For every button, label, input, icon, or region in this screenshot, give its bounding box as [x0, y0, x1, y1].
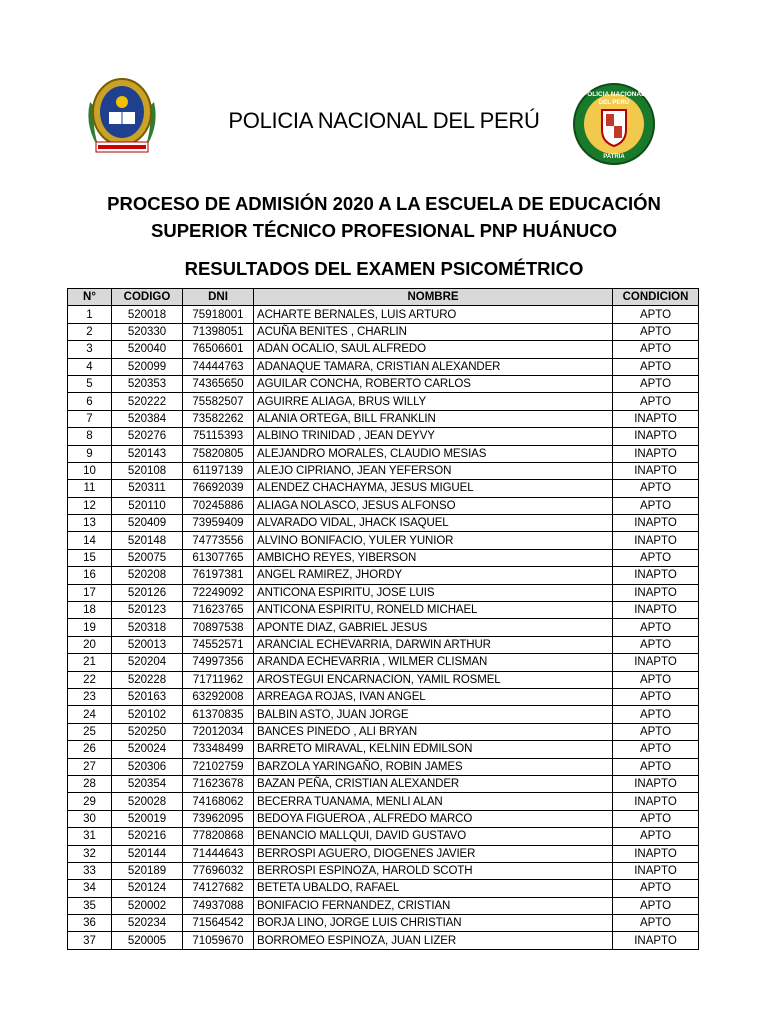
- row-dni: 76197381: [183, 567, 254, 584]
- row-code: 520110: [112, 497, 183, 514]
- document-header: [0, 0, 768, 290]
- row-code: 520123: [112, 602, 183, 619]
- table-row: [68, 862, 699, 879]
- row-number: 36: [68, 915, 112, 932]
- row-condition: APTO: [613, 897, 699, 914]
- table-row: [68, 358, 699, 375]
- row-condition: APTO: [613, 723, 699, 740]
- row-name: BERROSPI AGUERO, DIOGENES JAVIER: [254, 845, 613, 862]
- row-code: 520409: [112, 515, 183, 532]
- table-row: [68, 602, 699, 619]
- row-dni: 71444643: [183, 845, 254, 862]
- table-row: [68, 584, 699, 601]
- table-body: [68, 306, 699, 949]
- row-dni: 71623678: [183, 775, 254, 792]
- table-row: [68, 828, 699, 845]
- document-title: [60, 190, 708, 244]
- row-condition: APTO: [613, 549, 699, 566]
- row-name: AGUIRRE ALIAGA, BRUS WILLY: [254, 393, 613, 410]
- row-number: 10: [68, 462, 112, 479]
- row-code: 520189: [112, 862, 183, 879]
- row-name: ALEJO CIPRIANO, JEAN YEFERSON: [254, 462, 613, 479]
- row-number: 11: [68, 480, 112, 497]
- row-condition: INAPTO: [613, 775, 699, 792]
- table-row: [68, 741, 699, 758]
- table-row: [68, 671, 699, 688]
- row-condition: INAPTO: [613, 602, 699, 619]
- row-condition: INAPTO: [613, 932, 699, 949]
- row-code: 520002: [112, 897, 183, 914]
- title-line-2: SUPERIOR TÉCNICO PROFESIONAL PNP HUÁNUCO: [151, 220, 617, 241]
- row-condition: APTO: [613, 619, 699, 636]
- row-name: ADANAQUE TAMARA, CRISTIAN ALEXANDER: [254, 358, 613, 375]
- row-dni: 76506601: [183, 341, 254, 358]
- row-dni: 74127682: [183, 880, 254, 897]
- row-name: BONIFACIO FERNANDEZ, CRISTIAN: [254, 897, 613, 914]
- row-condition: APTO: [613, 358, 699, 375]
- row-name: ANTICONA ESPIRITU, JOSE LUIS: [254, 584, 613, 601]
- row-number: 24: [68, 706, 112, 723]
- row-code: 520018: [112, 306, 183, 323]
- row-number: 3: [68, 341, 112, 358]
- row-dni: 63292008: [183, 688, 254, 705]
- row-condition: APTO: [613, 915, 699, 932]
- row-code: 520208: [112, 567, 183, 584]
- row-condition: APTO: [613, 810, 699, 827]
- table-row: [68, 619, 699, 636]
- row-name: ALENDEZ CHACHAYMA, JESUS MIGUEL: [254, 480, 613, 497]
- row-code: 520228: [112, 671, 183, 688]
- row-code: 520353: [112, 375, 183, 392]
- table-row: [68, 341, 699, 358]
- row-code: 520144: [112, 845, 183, 862]
- row-number: 27: [68, 758, 112, 775]
- row-name: BENANCIO MALLQUI, DAVID GUSTAVO: [254, 828, 613, 845]
- row-number: 23: [68, 688, 112, 705]
- row-name: ARANDA ECHEVARRIA , WILMER CLISMAN: [254, 654, 613, 671]
- table-row: [68, 810, 699, 827]
- column-header-condition: CONDICION: [613, 289, 699, 306]
- table-row: [68, 897, 699, 914]
- row-condition: APTO: [613, 393, 699, 410]
- row-condition: APTO: [613, 880, 699, 897]
- row-number: 32: [68, 845, 112, 862]
- table-row: [68, 549, 699, 566]
- row-dni: 61197139: [183, 462, 254, 479]
- row-number: 19: [68, 619, 112, 636]
- row-number: 6: [68, 393, 112, 410]
- table-row: [68, 445, 699, 462]
- table-row: [68, 532, 699, 549]
- row-code: 520354: [112, 775, 183, 792]
- table-row: [68, 688, 699, 705]
- row-dni: 72012034: [183, 723, 254, 740]
- row-code: 520040: [112, 341, 183, 358]
- row-condition: APTO: [613, 706, 699, 723]
- table-row: [68, 723, 699, 740]
- row-condition: INAPTO: [613, 584, 699, 601]
- row-dni: 77696032: [183, 862, 254, 879]
- row-code: 520075: [112, 549, 183, 566]
- column-header-name: NOMBRE: [254, 289, 613, 306]
- row-dni: 72249092: [183, 584, 254, 601]
- table-row: [68, 410, 699, 427]
- row-code: 520330: [112, 323, 183, 340]
- crest-text-top: POLICIA NACIONAL: [582, 91, 646, 98]
- row-code: 520124: [112, 880, 183, 897]
- row-name: ARANCIAL ECHEVARRIA, DARWIN ARTHUR: [254, 636, 613, 653]
- row-dni: 75115393: [183, 428, 254, 445]
- row-name: ADAN OCALIO, SAUL ALFREDO: [254, 341, 613, 358]
- row-name: AROSTEGUI ENCARNACION, YAMIL ROSMEL: [254, 671, 613, 688]
- table-row: [68, 567, 699, 584]
- row-name: AMBICHO REYES, YIBERSON: [254, 549, 613, 566]
- row-dni: 74552571: [183, 636, 254, 653]
- table-row: [68, 515, 699, 532]
- row-name: ALVARADO VIDAL, JHACK ISAQUEL: [254, 515, 613, 532]
- row-condition: APTO: [613, 636, 699, 653]
- row-number: 18: [68, 602, 112, 619]
- row-dni: 74937088: [183, 897, 254, 914]
- table-row: [68, 497, 699, 514]
- row-number: 29: [68, 793, 112, 810]
- row-dni: 73582262: [183, 410, 254, 427]
- row-name: BANCES PINEDO , ALI BRYAN: [254, 723, 613, 740]
- table-row: [68, 915, 699, 932]
- row-name: BERROSPI ESPINOZA, HAROLD SCOTH: [254, 862, 613, 879]
- row-name: ALBINO TRINIDAD , JEAN DEYVY: [254, 428, 613, 445]
- row-number: 34: [68, 880, 112, 897]
- row-dni: 74773556: [183, 532, 254, 549]
- row-dni: 76692039: [183, 480, 254, 497]
- row-number: 33: [68, 862, 112, 879]
- row-condition: APTO: [613, 323, 699, 340]
- row-name: BORJA LINO, JORGE LUIS CHRISTIAN: [254, 915, 613, 932]
- row-number: 16: [68, 567, 112, 584]
- table-row: [68, 636, 699, 653]
- row-number: 13: [68, 515, 112, 532]
- row-name: AGUILAR CONCHA, ROBERTO CARLOS: [254, 375, 613, 392]
- row-name: ANTICONA ESPIRITU, RONELD MICHAEL: [254, 602, 613, 619]
- row-dni: 75918001: [183, 306, 254, 323]
- table-row: [68, 323, 699, 340]
- row-condition: INAPTO: [613, 654, 699, 671]
- row-code: 520143: [112, 445, 183, 462]
- row-condition: APTO: [613, 341, 699, 358]
- column-header-code: CODIGO: [112, 289, 183, 306]
- row-name: ARREAGA ROJAS, IVAN ANGEL: [254, 688, 613, 705]
- row-dni: 73962095: [183, 810, 254, 827]
- row-dni: 61370835: [183, 706, 254, 723]
- crest-text-bottom: PATRIA: [603, 154, 625, 160]
- row-dni: 61307765: [183, 549, 254, 566]
- row-condition: INAPTO: [613, 410, 699, 427]
- row-condition: APTO: [613, 671, 699, 688]
- row-name: ALIAGA NOLASCO, JESUS ALFONSO: [254, 497, 613, 514]
- table-row: [68, 480, 699, 497]
- table-row: [68, 775, 699, 792]
- row-code: 520028: [112, 793, 183, 810]
- row-code: 520318: [112, 619, 183, 636]
- table-row: [68, 758, 699, 775]
- row-name: BALBIN ASTO, JUAN JORGE: [254, 706, 613, 723]
- row-name: ALEJANDRO MORALES, CLAUDIO MESIAS: [254, 445, 613, 462]
- row-condition: APTO: [613, 497, 699, 514]
- row-name: BAZAN PEÑA, CRISTIAN ALEXANDER: [254, 775, 613, 792]
- row-number: 12: [68, 497, 112, 514]
- row-number: 9: [68, 445, 112, 462]
- row-name: BARZOLA YARINGAÑO, ROBIN JAMES: [254, 758, 613, 775]
- table-row: [68, 845, 699, 862]
- row-number: 30: [68, 810, 112, 827]
- row-number: 21: [68, 654, 112, 671]
- row-number: 25: [68, 723, 112, 740]
- row-name: BETETA UBALDO, RAFAEL: [254, 880, 613, 897]
- row-condition: APTO: [613, 375, 699, 392]
- pnp-crest-logo: [572, 82, 656, 166]
- row-dni: 71564542: [183, 915, 254, 932]
- row-code: 520234: [112, 915, 183, 932]
- school-crest-logo: [82, 72, 162, 164]
- row-condition: INAPTO: [613, 862, 699, 879]
- row-dni: 75820805: [183, 445, 254, 462]
- row-code: 520108: [112, 462, 183, 479]
- row-dni: 71623765: [183, 602, 254, 619]
- row-code: 520126: [112, 584, 183, 601]
- row-code: 520306: [112, 758, 183, 775]
- row-number: 35: [68, 897, 112, 914]
- row-name: BORROMEO ESPINOZA, JUAN LIZER: [254, 932, 613, 949]
- row-condition: INAPTO: [613, 532, 699, 549]
- row-condition: INAPTO: [613, 793, 699, 810]
- row-code: 520013: [112, 636, 183, 653]
- row-code: 520250: [112, 723, 183, 740]
- row-name: BARRETO MIRAVAL, KELNIN EDMILSON: [254, 741, 613, 758]
- row-code: 520163: [112, 688, 183, 705]
- row-condition: INAPTO: [613, 445, 699, 462]
- row-code: 520148: [112, 532, 183, 549]
- row-condition: APTO: [613, 828, 699, 845]
- institution-name: POLICIA NACIONAL DEL PERÚ: [228, 108, 540, 133]
- column-header-number: N°: [68, 289, 112, 306]
- table-row: [68, 654, 699, 671]
- row-code: 520204: [112, 654, 183, 671]
- row-number: 4: [68, 358, 112, 375]
- table-row: [68, 428, 699, 445]
- row-condition: INAPTO: [613, 462, 699, 479]
- row-code: 520099: [112, 358, 183, 375]
- row-dni: 77820868: [183, 828, 254, 845]
- table-row: [68, 706, 699, 723]
- row-number: 5: [68, 375, 112, 392]
- row-number: 37: [68, 932, 112, 949]
- row-number: 26: [68, 741, 112, 758]
- row-number: 28: [68, 775, 112, 792]
- row-dni: 72102759: [183, 758, 254, 775]
- row-dni: 71711962: [183, 671, 254, 688]
- row-number: 2: [68, 323, 112, 340]
- results-table: [67, 288, 699, 950]
- row-number: 20: [68, 636, 112, 653]
- row-dni: 75582507: [183, 393, 254, 410]
- table-row: [68, 880, 699, 897]
- row-name: ACHARTE BERNALES, LUIS ARTURO: [254, 306, 613, 323]
- row-code: 520019: [112, 810, 183, 827]
- row-condition: APTO: [613, 306, 699, 323]
- row-dni: 71059670: [183, 932, 254, 949]
- table-row: [68, 393, 699, 410]
- row-dni: 74997356: [183, 654, 254, 671]
- row-name: APONTE DIAZ, GABRIEL JESUS: [254, 619, 613, 636]
- row-condition: APTO: [613, 758, 699, 775]
- table-row: [68, 932, 699, 949]
- row-condition: INAPTO: [613, 567, 699, 584]
- row-code: 520024: [112, 741, 183, 758]
- row-number: 1: [68, 306, 112, 323]
- row-code: 520222: [112, 393, 183, 410]
- row-dni: 73959409: [183, 515, 254, 532]
- table-row: [68, 793, 699, 810]
- crest-text-middle: DEL PERÚ: [598, 100, 630, 106]
- row-name: BEDOYA FIGUEROA , ALFREDO MARCO: [254, 810, 613, 827]
- row-number: 17: [68, 584, 112, 601]
- row-condition: APTO: [613, 480, 699, 497]
- row-code: 520384: [112, 410, 183, 427]
- table-row: [68, 462, 699, 479]
- row-dni: 74444763: [183, 358, 254, 375]
- row-condition: INAPTO: [613, 428, 699, 445]
- table-row: [68, 375, 699, 392]
- row-condition: INAPTO: [613, 845, 699, 862]
- row-name: ACUÑA BENITES , CHARLIN: [254, 323, 613, 340]
- title-line-1: PROCESO DE ADMISIÓN 2020 A LA ESCUELA DE EDUCACIÓN: [107, 193, 661, 214]
- row-dni: 70897538: [183, 619, 254, 636]
- row-dni: 71398051: [183, 323, 254, 340]
- row-number: 7: [68, 410, 112, 427]
- row-code: 520311: [112, 480, 183, 497]
- row-number: 15: [68, 549, 112, 566]
- row-number: 22: [68, 671, 112, 688]
- row-condition: APTO: [613, 688, 699, 705]
- row-number: 14: [68, 532, 112, 549]
- row-number: 8: [68, 428, 112, 445]
- row-condition: INAPTO: [613, 515, 699, 532]
- column-header-dni: DNI: [183, 289, 254, 306]
- row-code: 520005: [112, 932, 183, 949]
- document-subtitle: RESULTADOS DEL EXAMEN PSICOMÉTRICO: [184, 258, 584, 279]
- row-name: ALVINO BONIFACIO, YULER YUNIOR: [254, 532, 613, 549]
- row-code: 520102: [112, 706, 183, 723]
- table-header-row: [68, 289, 699, 306]
- row-name: BECERRA TUANAMA, MENLI ALAN: [254, 793, 613, 810]
- row-dni: 74168062: [183, 793, 254, 810]
- row-dni: 74365650: [183, 375, 254, 392]
- row-code: 520216: [112, 828, 183, 845]
- row-dni: 70245886: [183, 497, 254, 514]
- row-name: ALANIA ORTEGA, BILL FRANKLIN: [254, 410, 613, 427]
- row-code: 520276: [112, 428, 183, 445]
- row-dni: 73348499: [183, 741, 254, 758]
- row-number: 31: [68, 828, 112, 845]
- row-condition: APTO: [613, 741, 699, 758]
- row-name: ANGEL RAMIREZ, JHORDY: [254, 567, 613, 584]
- table-row: [68, 306, 699, 323]
